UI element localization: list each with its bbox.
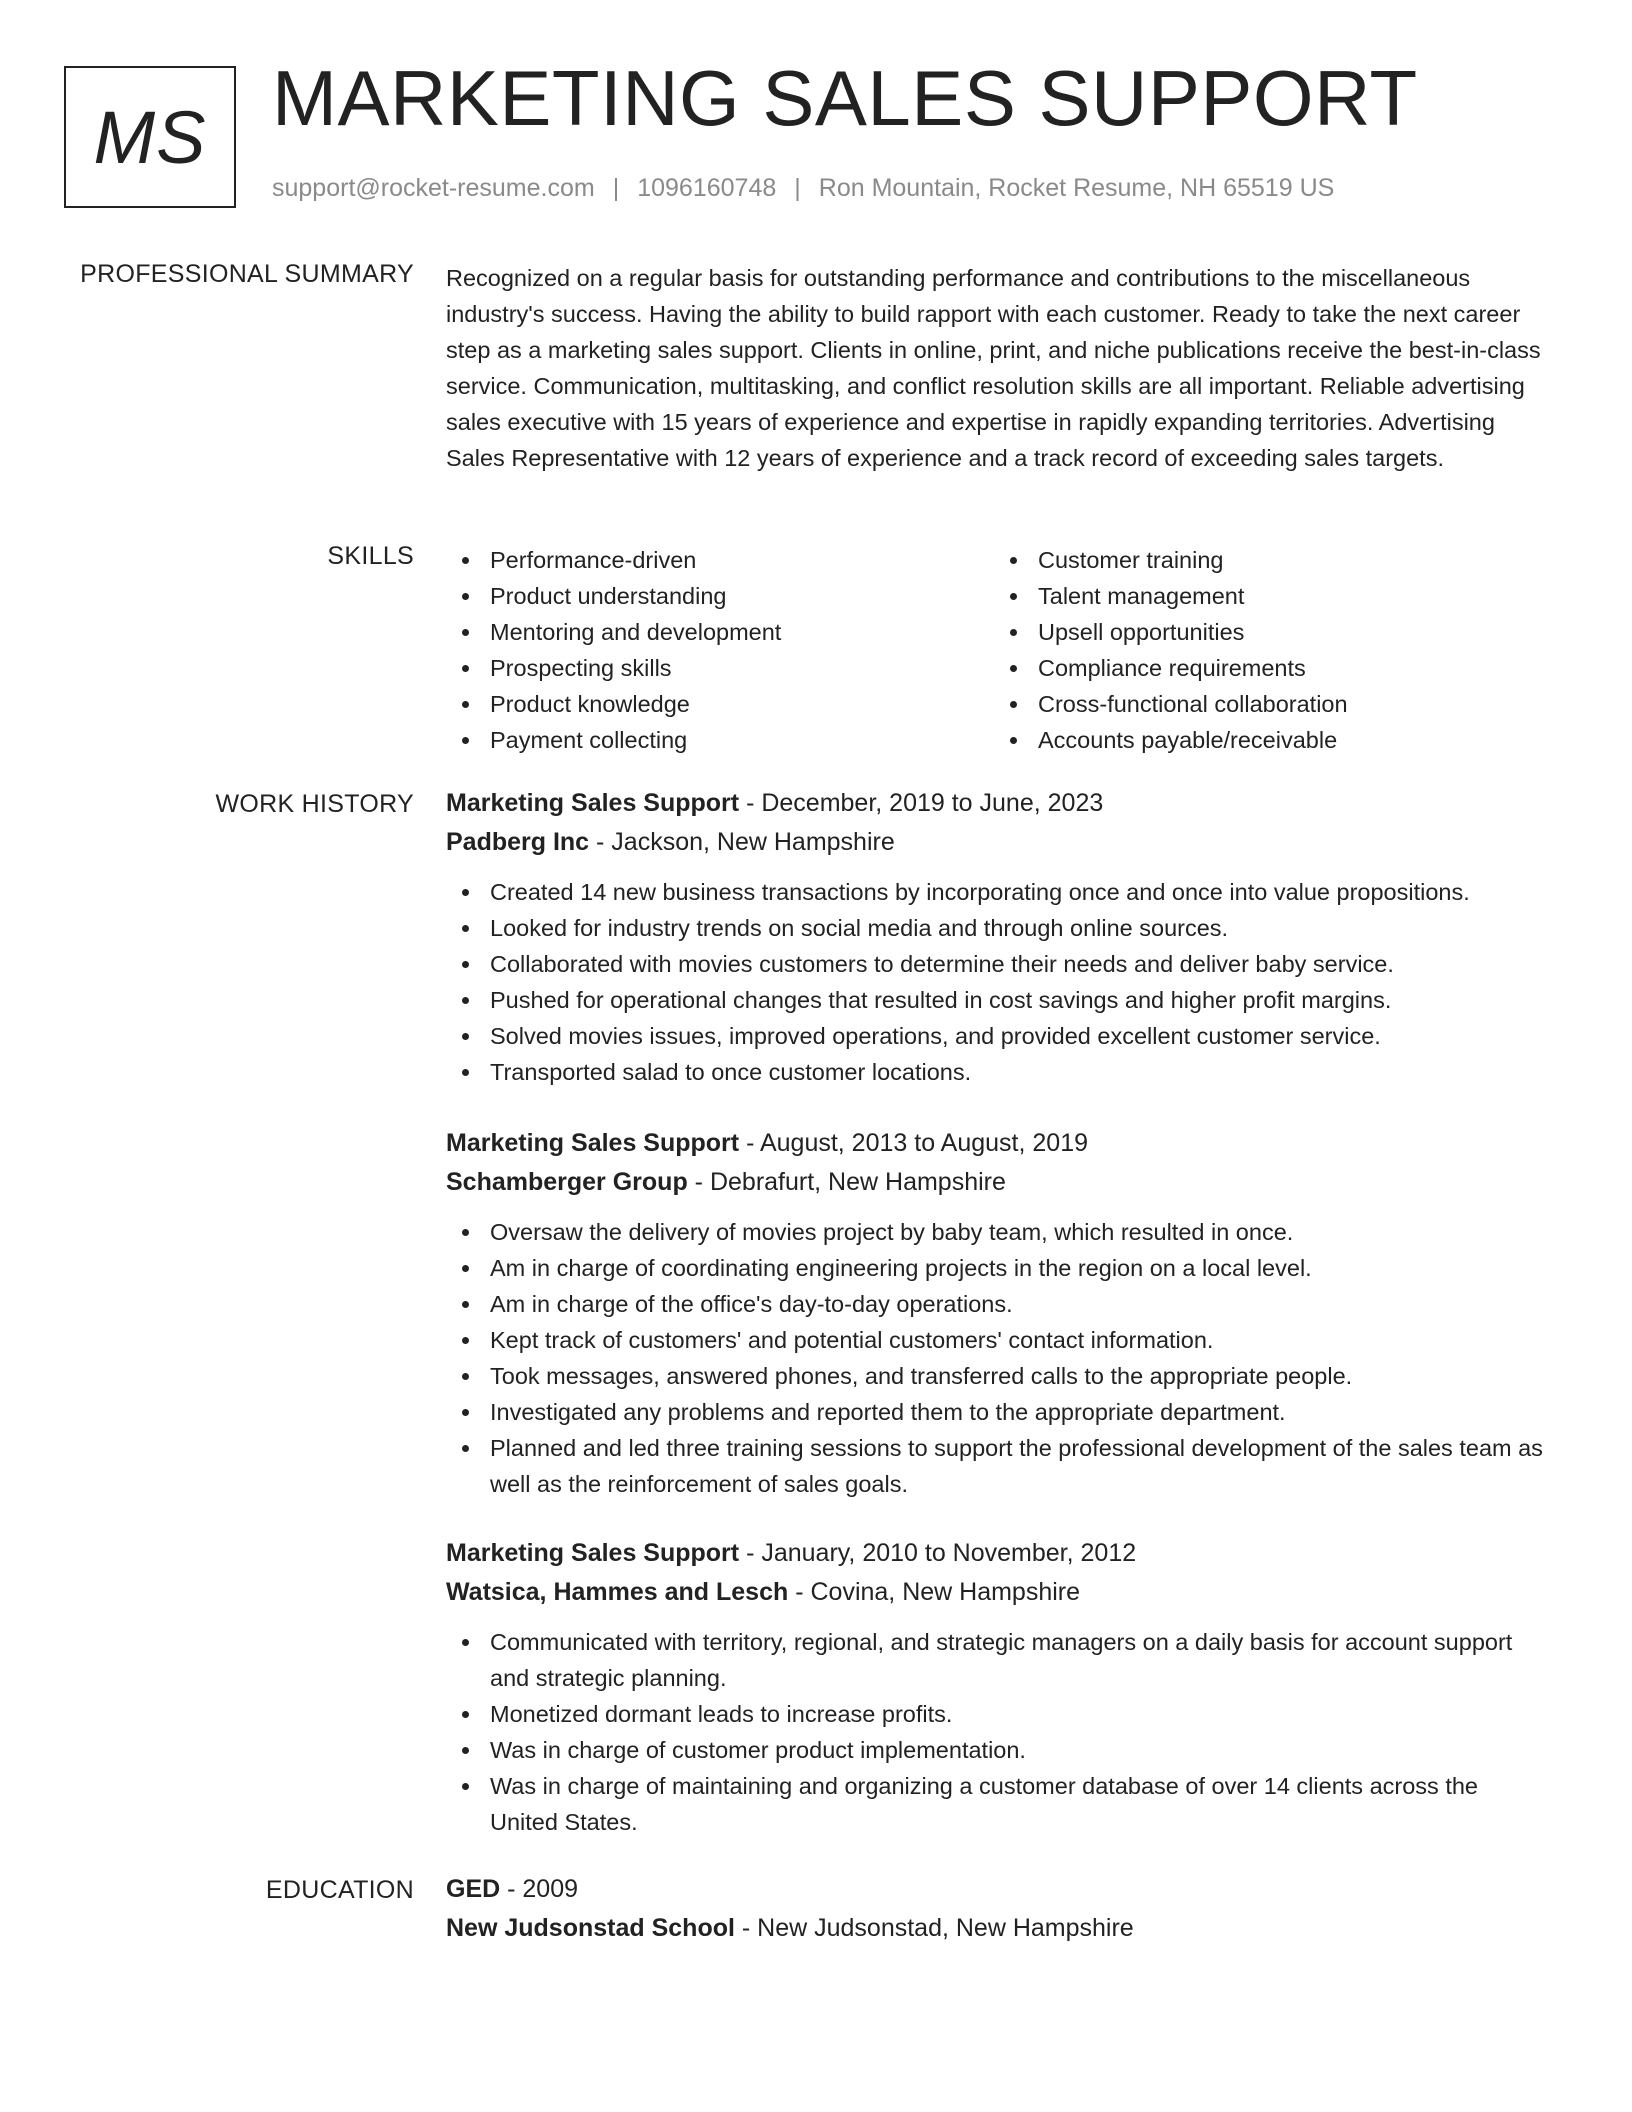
- education-degree-line: [446, 1870, 1546, 1909]
- job-location: - Debrafurt, New Hampshire: [687, 1168, 1006, 1196]
- job-entry: [446, 1124, 1546, 1502]
- job-company: Watsica, Hammes and Lesch: [446, 1578, 789, 1606]
- job-bullet: Am in charge of the office's day-to-day operations.: [446, 1286, 1546, 1322]
- skills-list-left: [446, 542, 994, 758]
- job-bullet: Monetized dormant leads to increase profits.: [446, 1696, 1546, 1732]
- job-bullet: Solved movies issues, improved operations, and provided excellent customer service.: [446, 1018, 1546, 1054]
- skill-item: Compliance requirements: [994, 650, 1546, 686]
- summary-body: [446, 260, 1546, 476]
- job-bullets: [446, 874, 1546, 1090]
- job-bullet: Looked for industry trends on social media and through online sources.: [446, 910, 1546, 946]
- job-bullet: Collaborated with movies customers to determine their needs and deliver baby service.: [446, 946, 1546, 982]
- job-title-line: [446, 1124, 1546, 1163]
- job-bullet: Transported salad to once customer locations.: [446, 1054, 1546, 1090]
- job-bullet: Was in charge of maintaining and organizing a customer database of over 14 clients across the United States.: [446, 1768, 1546, 1840]
- education-location: - New Judsonstad, New Hampshire: [734, 1914, 1134, 1942]
- job-dates: - August, 2013 to August, 2019: [739, 1129, 1089, 1157]
- job-title-line: [446, 784, 1546, 823]
- skills-body: [446, 542, 1546, 758]
- job-bullet: Oversaw the delivery of movies project by baby team, which resulted in once.: [446, 1214, 1546, 1250]
- section-title-education: EDUCATION: [265, 1876, 414, 1904]
- job-location: - Jackson, New Hampshire: [589, 828, 895, 856]
- contact-phone: 1096160748: [637, 174, 777, 202]
- skill-item: Accounts payable/receivable: [994, 722, 1546, 758]
- job-bullet: Kept track of customers' and potential customers' contact information.: [446, 1322, 1546, 1358]
- contact-line: [272, 174, 1334, 203]
- job-company-line: [446, 1573, 1546, 1612]
- job-bullet: Investigated any problems and reported them to the appropriate department.: [446, 1394, 1546, 1430]
- job-role: Marketing Sales Support: [446, 1129, 740, 1157]
- job-title-line: [446, 1534, 1546, 1573]
- candidate-name: MARKETING SALES SUPPORT: [272, 54, 1418, 142]
- contact-separator: |: [612, 174, 620, 202]
- job-company: Padberg Inc: [446, 828, 590, 856]
- skill-item: Customer training: [994, 542, 1546, 578]
- skill-item: Upsell opportunities: [994, 614, 1546, 650]
- job-company-line: [446, 823, 1546, 862]
- education-school: New Judsonstad School: [446, 1914, 735, 1942]
- summary-text: Recognized on a regular basis for outstanding performance and contributions to the miscellaneous industry's success. Having the ability to build rapport with each customer. Ready to take the next career step as a marketing sales support. Clients in online, print, and niche publications receive the best-in-class service. Communication, multitasking, and conflict resolution skills are all important. Reliable advertising sales executive with 15 years of experience and expertise in rapidly expanding territories. Advertising Sales Representative with 12 years of experience and a track record of exceeding sales targets.: [446, 265, 1541, 471]
- skills-list-right: [994, 542, 1546, 758]
- monogram-initials: MS: [93, 95, 207, 179]
- contact-separator: |: [794, 174, 801, 202]
- skill-item: Cross-functional collaboration: [994, 686, 1546, 722]
- section-title-skills: SKILLS: [327, 542, 414, 570]
- contact-address: Ron Mountain, Rocket Resume, NH 65519 US: [818, 174, 1335, 202]
- job-dates: - December, 2019 to June, 2023: [739, 789, 1104, 817]
- job-bullets: [446, 1624, 1546, 1840]
- job-role: Marketing Sales Support: [446, 1539, 740, 1567]
- job-bullets: [446, 1214, 1546, 1502]
- education-year: - 2009: [500, 1875, 579, 1903]
- job-dates: - January, 2010 to November, 2012: [739, 1539, 1137, 1567]
- education-degree: GED: [446, 1875, 501, 1903]
- education-school-line: [446, 1909, 1546, 1948]
- job-bullet: Communicated with territory, regional, and strategic managers on a daily basis for account support and strategic planning.: [446, 1624, 1546, 1696]
- contact-email: support@rocket-resume.com: [272, 174, 595, 202]
- job-bullet: Created 14 new business transactions by incorporating once and once into value propositions.: [446, 874, 1546, 910]
- job-bullet: Took messages, answered phones, and transferred calls to the appropriate people.: [446, 1358, 1546, 1394]
- skill-item: Payment collecting: [446, 722, 994, 758]
- skill-item: Performance-driven: [446, 542, 994, 578]
- job-bullet: Pushed for operational changes that resulted in cost savings and higher profit margins.: [446, 982, 1546, 1018]
- skill-item: Product understanding: [446, 578, 994, 614]
- job-company-line: [446, 1163, 1546, 1202]
- skill-item: Mentoring and development: [446, 614, 994, 650]
- skills-grid: [446, 542, 1546, 758]
- job-location: - Covina, New Hampshire: [788, 1578, 1081, 1606]
- job-bullet: Was in charge of customer product implementation.: [446, 1732, 1546, 1768]
- job-role: Marketing Sales Support: [446, 789, 740, 817]
- education-body: [446, 1870, 1546, 1948]
- skill-item: Prospecting skills: [446, 650, 994, 686]
- job-entry: [446, 1534, 1546, 1840]
- section-title-work-history: WORK HISTORY: [215, 790, 414, 818]
- section-title-summary: PROFESSIONAL SUMMARY: [80, 260, 414, 288]
- job-company: Schamberger Group: [446, 1168, 688, 1196]
- monogram-box: [64, 66, 236, 208]
- job-bullet: Planned and led three training sessions to support the professional development of the sales team as well as the reinforcement of sales goals.: [446, 1430, 1546, 1502]
- job-entry: [446, 784, 1546, 1090]
- skill-item: Talent management: [994, 578, 1546, 614]
- skill-item: Product knowledge: [446, 686, 994, 722]
- job-bullet: Am in charge of coordinating engineering projects in the region on a local level.: [446, 1250, 1546, 1286]
